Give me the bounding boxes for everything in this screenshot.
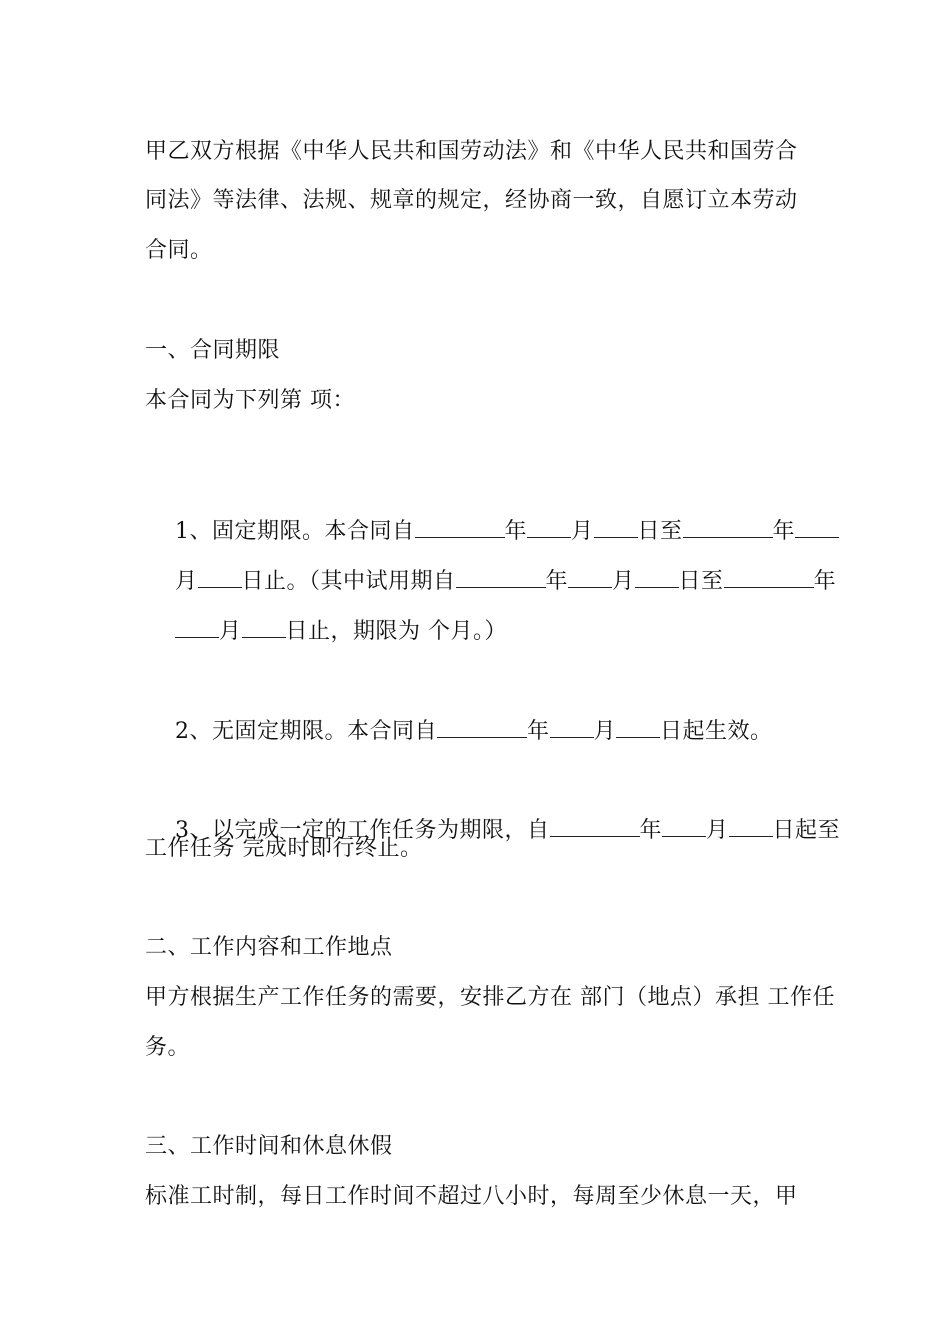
month-label: 月 bbox=[593, 719, 617, 744]
year-label: 年 bbox=[813, 569, 837, 594]
year-blank[interactable] bbox=[550, 814, 640, 837]
day-to-label: 日起至 bbox=[772, 818, 841, 843]
month-label: 月 bbox=[174, 569, 198, 594]
day-blank[interactable] bbox=[729, 814, 773, 837]
section-3-line-1: 标准工时制，每日工作时间不超过八小时，每周至少休息一天，甲 bbox=[145, 1184, 798, 1209]
day-blank[interactable] bbox=[616, 715, 660, 738]
month-blank[interactable] bbox=[175, 615, 219, 638]
section-3-heading: 三、工作时间和休息休假 bbox=[145, 1134, 393, 1159]
intro-line-1: 甲乙双方根据《中华人民共和国劳动法》和《中华人民共和国劳合 bbox=[145, 139, 798, 164]
day-stop-label: 日止。（其中试用期自 bbox=[241, 569, 456, 594]
day-blank[interactable] bbox=[635, 565, 679, 588]
month-label: 月 bbox=[706, 818, 729, 843]
year-label: 年 bbox=[504, 519, 528, 544]
month-blank[interactable] bbox=[568, 565, 612, 588]
year-label: 年 bbox=[527, 719, 550, 744]
item-1-text: 、固定期限。本合同自 bbox=[189, 519, 415, 544]
item-3-text: 、以完成一定的工作任务为期限，自 bbox=[189, 818, 550, 843]
item-2-text: 、无固定期限。本合同自 bbox=[189, 719, 437, 744]
month-label: 月 bbox=[612, 569, 635, 594]
section-1-lead: 本合同为下列第 项： bbox=[145, 388, 355, 413]
item-2-number: 2 bbox=[174, 719, 190, 744]
intro-line-2: 同法》等法律、法规、规章的规定，经协商一致，自愿订立本劳动 bbox=[145, 188, 798, 213]
section-2-heading: 二、工作内容和工作地点 bbox=[145, 935, 393, 960]
item-2-line-1 bbox=[145, 685, 773, 777]
month-blank[interactable] bbox=[662, 814, 706, 837]
year-blank[interactable] bbox=[724, 565, 814, 588]
month-blank[interactable] bbox=[550, 715, 594, 738]
item-3-number: 3 bbox=[174, 818, 190, 843]
month-label: 月 bbox=[571, 519, 594, 544]
intro-line-3: 合同。 bbox=[145, 238, 213, 263]
item-2-tail: 日起生效。 bbox=[660, 719, 773, 744]
section-2-line-2: 务。 bbox=[145, 1035, 191, 1060]
item-3-line-2: 工作任务 完成时即行终止。 bbox=[145, 836, 423, 861]
year-label: 年 bbox=[639, 818, 663, 843]
day-to-label: 日至 bbox=[678, 569, 724, 594]
item-1-line-3 bbox=[145, 585, 507, 677]
year-label: 年 bbox=[772, 519, 796, 544]
section-2-line-1: 甲方根据生产工作任务的需要，安排乙方在 部门（地点）承担 工作任 bbox=[145, 985, 835, 1010]
month-label: 月 bbox=[218, 619, 242, 644]
section-1-heading: 一、合同期限 bbox=[145, 338, 281, 363]
year-label: 年 bbox=[545, 569, 569, 594]
year-blank[interactable] bbox=[437, 715, 527, 738]
item-1-number: 1 bbox=[174, 519, 190, 544]
day-to-label: 日至 bbox=[637, 519, 683, 544]
item-1-tail: 日止，期限为 个月。） bbox=[285, 619, 507, 644]
day-blank[interactable] bbox=[242, 615, 286, 638]
